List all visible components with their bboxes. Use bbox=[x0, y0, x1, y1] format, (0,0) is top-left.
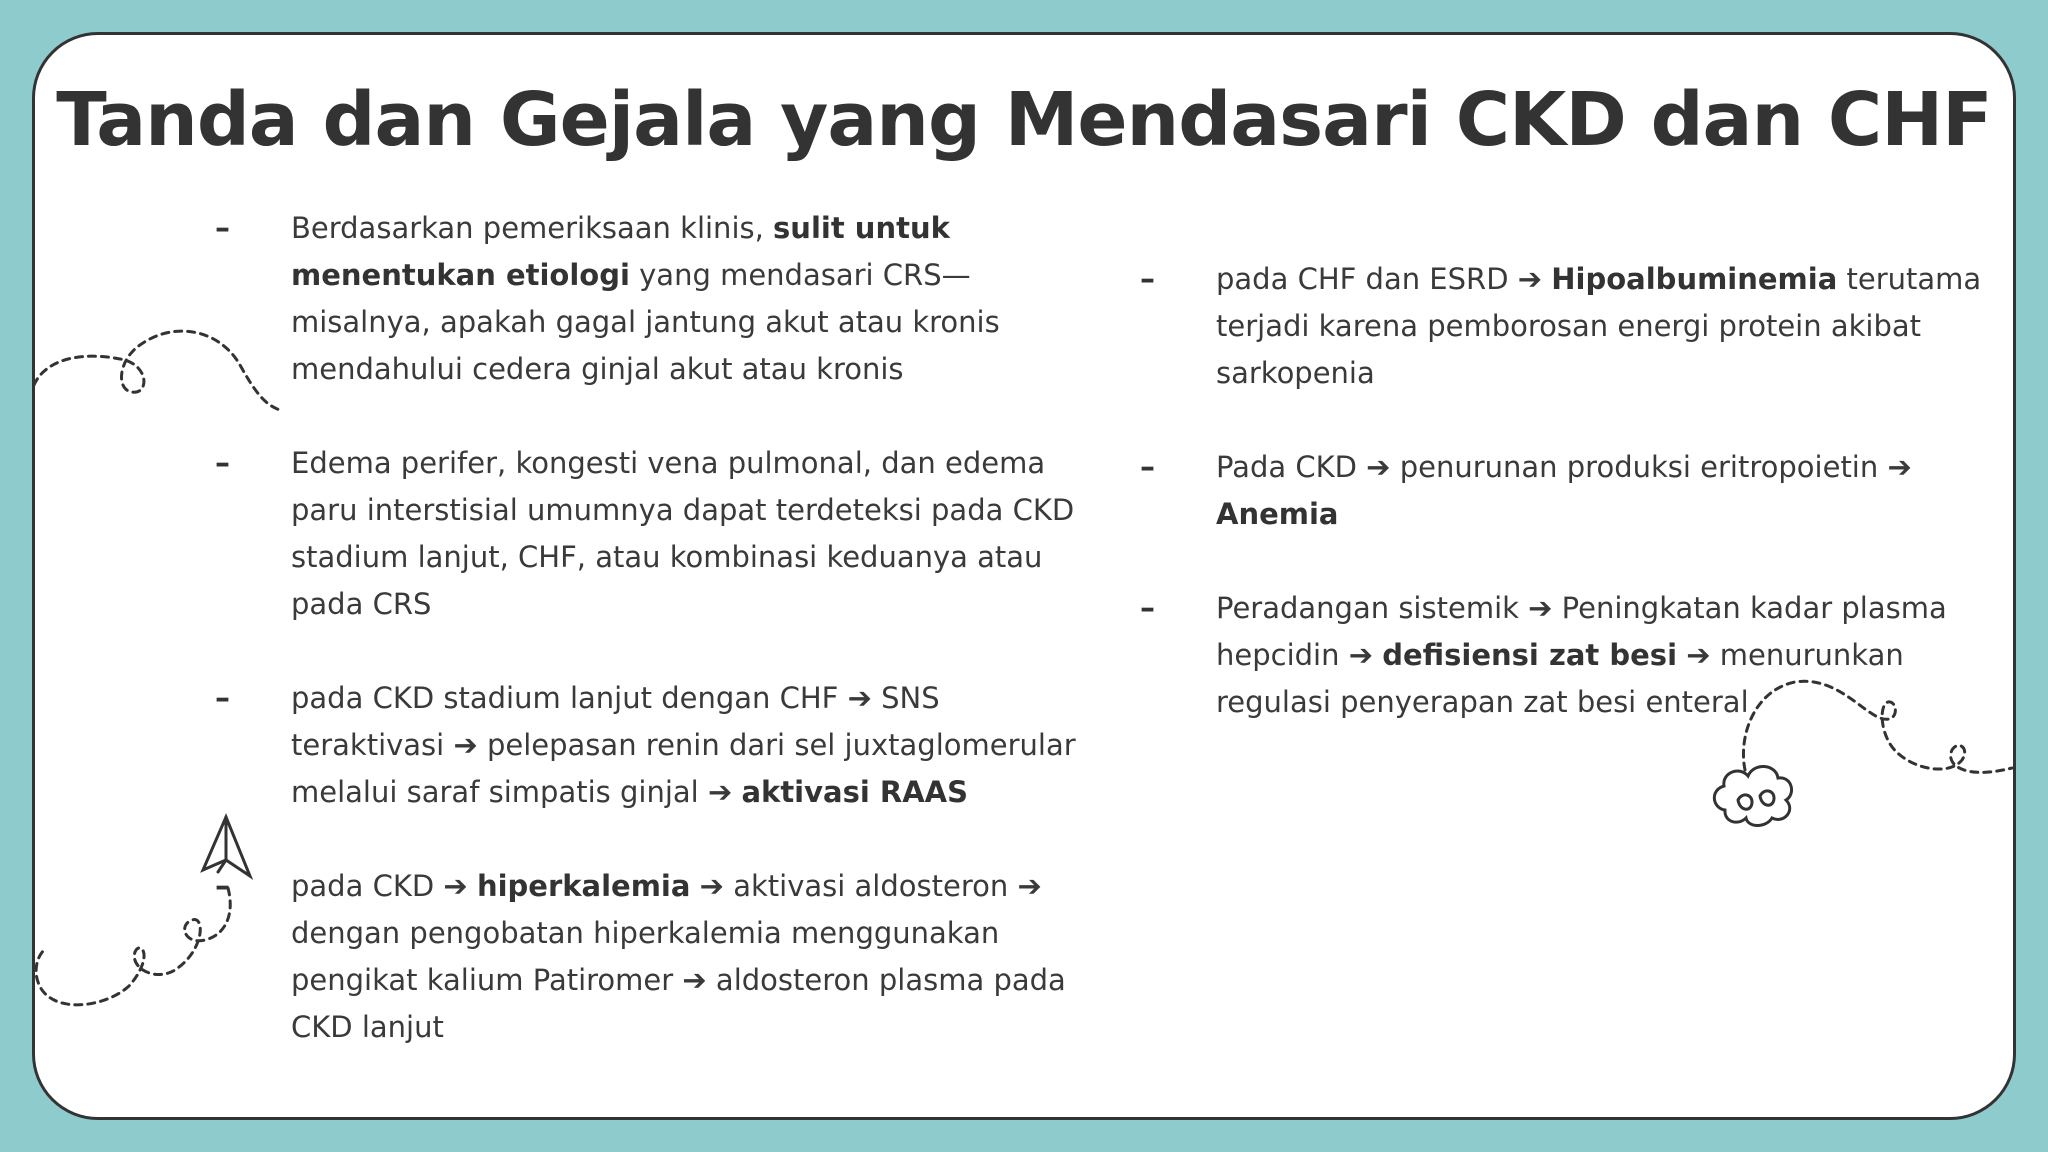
arrow-icon: ➔ bbox=[1348, 638, 1374, 672]
arrow-icon: ➔ bbox=[1017, 869, 1042, 903]
list-item bbox=[215, 863, 1095, 1051]
arrow-icon: ➔ bbox=[1686, 638, 1711, 672]
right-bullet-list bbox=[1140, 256, 1990, 726]
left-bullet-list bbox=[215, 205, 1095, 1051]
arrow-icon: ➔ bbox=[1366, 450, 1391, 484]
bullet-dash: – bbox=[215, 211, 230, 246]
arrow-icon: ➔ bbox=[699, 869, 724, 903]
bullet-text: pada CHF dan ESRD ➔ Hipoalbuminemia terutama terjadi karena pemborosan energi protein akibat sarkopenia bbox=[1216, 262, 1982, 390]
arrow-icon: ➔ bbox=[1528, 591, 1553, 625]
list-item bbox=[1140, 444, 1990, 538]
bullet-dash: – bbox=[1140, 591, 1155, 626]
bullet-text: pada CKD ➔ hiperkalemia ➔ aktivasi aldosteron ➔ dengan pengobatan hiperkalemia menggunakan pengikat kalium Patiromer ➔ aldosteron plasma pada CKD lanjut bbox=[291, 869, 1066, 1044]
bullet-dash: – bbox=[1140, 450, 1155, 485]
bullet-text: Berdasarkan pemeriksaan klinis, sulit untuk menentukan etiologi yang mendasari CRS—misalnya, apakah gagal jantung akut atau kronis mendahului cedera ginjal akut atau kronis bbox=[291, 211, 1000, 386]
arrow-icon: ➔ bbox=[1887, 450, 1912, 484]
list-item bbox=[215, 205, 1095, 393]
bullet-text: Pada CKD ➔ penurunan produksi eritropoietin ➔ Anemia bbox=[1216, 450, 1912, 531]
arrow-icon: ➔ bbox=[847, 681, 872, 715]
list-item bbox=[215, 675, 1095, 816]
bullet-text: Peradangan sistemik ➔ Peningkatan kadar plasma hepcidin ➔ defisiensi zat besi ➔ menurunkan regulasi penyerapan zat besi enteral bbox=[1216, 591, 1947, 719]
slide-title: Tanda dan Gejala yang Mendasari CKD dan CHF bbox=[56, 77, 1992, 163]
arrow-icon: ➔ bbox=[707, 775, 733, 809]
arrow-icon: ➔ bbox=[682, 963, 707, 997]
list-item bbox=[215, 440, 1095, 628]
list-item bbox=[1140, 256, 1990, 397]
bullet-dash: – bbox=[1140, 262, 1155, 297]
bullet-text: pada CKD stadium lanjut dengan CHF ➔ SNS teraktivasi ➔ pelepasan renin dari sel juxtaglomerular melalui saraf simpatis ginjal ➔ aktivasi RAAS bbox=[291, 681, 1076, 809]
arrow-icon: ➔ bbox=[453, 728, 478, 762]
bullet-dash: – bbox=[215, 446, 230, 481]
arrow-icon: ➔ bbox=[443, 869, 468, 903]
bullet-dash: – bbox=[215, 869, 230, 904]
bullet-text: Edema perifer, kongesti vena pulmonal, dan edema paru interstisial umumnya dapat terdeteksi pada CKD stadium lanjut, CHF, atau kombinasi keduanya atau pada CRS bbox=[291, 446, 1075, 621]
arrow-icon: ➔ bbox=[1517, 262, 1543, 296]
list-item bbox=[1140, 585, 1990, 726]
bullet-dash: – bbox=[215, 681, 230, 716]
